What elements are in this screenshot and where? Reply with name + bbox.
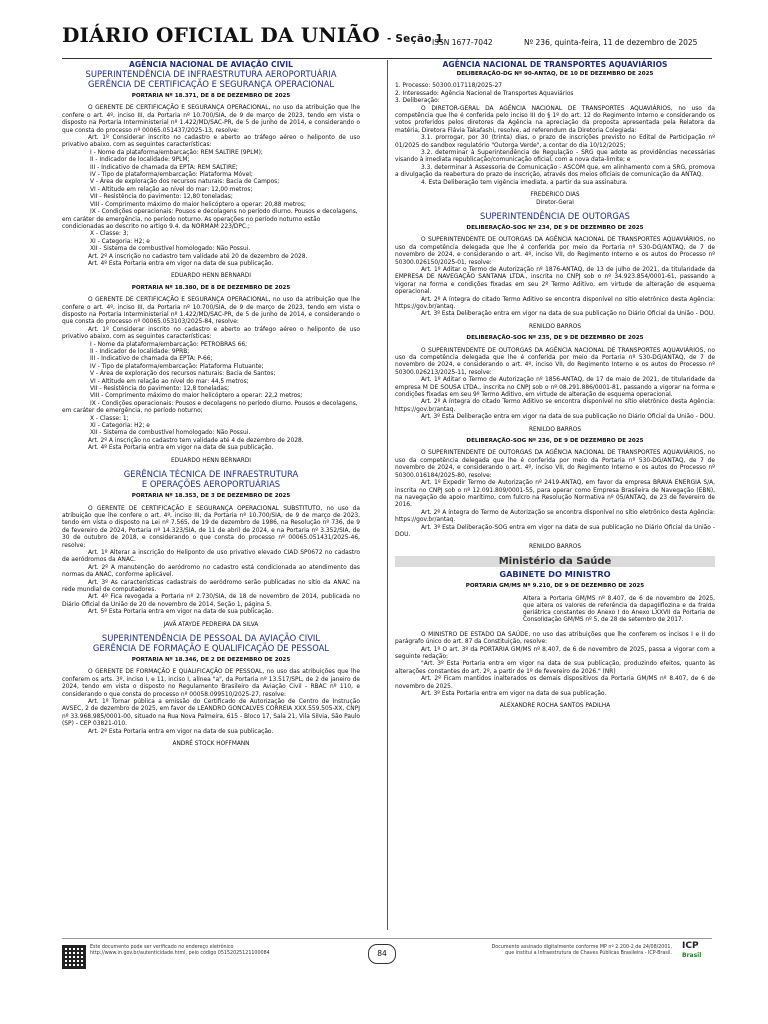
issue-info: Nº 236, quinta-feira, 11 de dezembro de 2025	[524, 38, 698, 47]
act-body	[395, 135, 715, 187]
act-line: Art. 2º Ficam mantidos inalterados os demais dispositivos da Portaria GM/MS nº 8.407, de 6 de novembro de 2025.	[395, 676, 715, 690]
act-line: XI - Categoria: H2; e	[90, 238, 150, 245]
act-line: IX - Condições operacionais: Pousos e decolagens no período diurno. Pousos e decolagens, em caráter de emergência, no período noturno. As operações no período noturno estão condicionadas ao descrito no artigo 9.4. da NORMAM 223/DPC.;	[62, 209, 358, 230]
act-line: Art. 1º Aditar o Termo de Autorização nº 1856-ANTAQ, de 17 de maio de 2021, de titularidade da empresa M DE SOUSA LTDA., inscrita no CNPJ sob o nº 08.291.886/0001-81, passando a vigorar na forma e condições fixadas em seu 9º Termo Aditivo, em virtude de alteração de esquema operacional.	[395, 377, 715, 399]
act-line: VIII - Comprimento máximo do maior helicóptero a operar: 22,2 metros;	[90, 393, 303, 400]
act-title: PORTARIA Nº 18.371, DE 8 DE DEZEMBRO DE 2025	[131, 93, 291, 99]
ministry-banner: Ministério da Saúde	[395, 556, 715, 567]
act-line: IX - Condições operacionais: Pousos e decolagens no período diurno. Pousos e decolagens, em caráter de emergência, no período noturno;	[62, 400, 358, 415]
act-line: Art. 5º Esta Portaria entra em vigor na data de sua publicação.	[88, 609, 274, 616]
act-line: IV - Tipo de plataforma/embarcação: Plataforma Flutuante;	[90, 363, 264, 370]
signature: EDUARDO HENN BERNARDI	[171, 273, 251, 280]
management-title: GERÊNCIA DE CERTIFICAÇÃO E SEGURANÇA OPERACIONAL	[87, 79, 335, 89]
act-preamble: O GERENTE DE FORMAÇÃO E QUALIFICAÇÃO DE PESSOAL, no uso das atribuições que lhe conferem os arts. 3º, inciso I, e 11, inciso I, alínea "a", da Portaria nº 13.517/SPL, de 2 de janeiro de 2024, tendo em vista o disposto no Regulamento Brasileiro da Aviação Civil - RBAC nº 110, e considerando o que consta do processo nº 00058.099510/2025-27, resolve:	[62, 669, 360, 698]
management-title-cont: E OPERAÇÕES AEROPORTUÁRIAS	[141, 479, 281, 490]
act-line: Art. 2º A íntegra do citado Termo Aditivo se encontra disponível no sítio eletrônico desta Agência: https://gov.br/antaq.	[395, 296, 715, 310]
act-line: I - Nome da plataforma/embarcação: REM SALTIRE (9PLM);	[90, 149, 263, 156]
act-line: Art. 2º Esta Portaria entra em vigor na data de sua publicação.	[88, 728, 274, 735]
act-line: Art. 3º Esta Deliberação entra em vigor na data de sua publicação no Diário Oficial da União - DOU.	[421, 311, 715, 318]
act-body	[395, 377, 715, 421]
signature-note	[492, 945, 672, 957]
superintendency-title: SUPERINTENDÊNCIA DE OUTORGAS	[480, 210, 630, 221]
act-line: Art. 1º O art. 3º da PORTARIA GM/MS nº 8.407, de 6 de novembro de 2025, passa a vigorar com a seguinte redação:	[395, 646, 715, 660]
qr-code-icon	[62, 945, 86, 969]
signature-note-line: Documento assinado digitalmente conforme MP nº 2.200-2 de 24/08/2001,	[491, 945, 672, 950]
act-line: I - Nome da plataforma/embarcação: PETROBRAS 66;	[90, 341, 248, 348]
signature-role: Diretor-Geral	[536, 199, 574, 206]
act-body	[62, 699, 360, 736]
act-title: DELIBERAÇÃO-DG Nº 90-ANTAQ, DE 10 DE DEZEMBRO DE 2025	[456, 71, 654, 77]
act-preamble: O SUPERINTENDENTE DE OUTORGAS DA AGÊNCIA NACIONAL DE TRANSPORTES AQUAVIÁRIOS, no uso da competência delegada que lhe é conferida por meio da Portaria nº 530-DG/ANTAQ, de 7 de novembro de 2024, e considerando o art. 4º, inciso VII, do Regimento Interno e os autos do Processo nº 50300.026213/2025-11, resolve:	[395, 347, 715, 376]
act-line: Art. 2º A íntegra do citado Termo Aditivo se encontra disponível no sítio eletrônico desta Agência: https://gov.br/antaq.	[395, 399, 715, 413]
act-line: 4. Esta Deliberação tem vigência imediata, a partir da sua assinatura.	[421, 179, 628, 186]
issn: ISSN 1677-7042	[432, 38, 493, 47]
superintendency-title: SUPERINTENDÊNCIA DE PESSOAL DA AVIAÇÃO CIVIL	[101, 633, 321, 643]
management-title: GERÊNCIA TÉCNICA DE INFRAESTRUTURA	[123, 469, 299, 480]
act-line: XII - Sistema de combustível homologado: Não Possui.	[90, 246, 251, 253]
act-preamble: O SUPERINTENDENTE DE OUTORGAS DA AGÊNCIA NACIONAL DE TRANSPORTES AQUAVIÁRIOS, no uso da competência delegada que lhe é conferida por meio da Portaria nº 530-DG/ANTAQ, de 7 de novembro de 2024, e considerando o art. 4º, inciso VII, do Regimento Interno e os autos do Processo nº 50300.026150/2025-01, resolve:	[395, 237, 715, 266]
journal-title	[62, 23, 443, 47]
right-column	[395, 60, 715, 930]
superintendency-title: SUPERINTENDÊNCIA DE INFRAESTRUTURA AEROPORTUÁRIA	[85, 69, 337, 79]
signature: FREDERICO DIAS	[530, 192, 580, 199]
act-body	[395, 647, 715, 699]
page-header	[62, 23, 712, 59]
act-line: Art. 3º As características cadastrais do aeródromo serão publicadas no sítio da ANAC na rede mundial de computadores.	[62, 579, 360, 593]
icp-brasil-logo	[682, 942, 712, 968]
act-line: "Art. 3º Esta Portaria entra em vigor na data de sua publicação, produzindo efeitos, quanto às alterações constantes do art. 2º, a partir de 1º de fevereiro de 2026." (NR)	[395, 661, 715, 675]
act-line: II - Indicador de localidade: 9PLM;	[90, 157, 190, 164]
process-info	[395, 83, 715, 105]
act-title: PORTARIA Nº 18.346, DE 2 DE DEZEMBRO DE 2025	[131, 657, 291, 663]
act-line: 3. Deliberação:	[395, 98, 440, 105]
section-label: - Seção 1	[387, 33, 443, 45]
act-line: III - Indicativo de chamada da EPTA: REM SALTIRE;	[90, 164, 238, 171]
act-line: Art. 4º Esta Portaria entra em vigor na data de sua publicação.	[88, 260, 274, 267]
act-title: DELIBERAÇÃO-SOG Nº 236, DE 9 DE DEZEMBRO DE 2025	[466, 438, 644, 445]
act-line: III - Indicativo de chamada da EPTA: P-66;	[90, 356, 213, 363]
act-line: 1. Processo: 50300.017118/2025-27	[395, 83, 502, 90]
act-title: DELIBERAÇÃO-SOG Nº 234, DE 9 DE DEZEMBRO DE 2025	[466, 224, 644, 231]
act-line: Art. 2º A inscrição no cadastro tem validade até 4 de dezembro de 2028.	[88, 437, 304, 444]
act-title: PORTARIA GM/MS Nº 9.210, DE 9 DE DEZEMBRO DE 2025	[465, 583, 645, 590]
act-line: Art. 2º A íntegra do Termo de Autorização se encontra disponível no sítio eletrônico desta Agência: https://gov.br/antaq.	[395, 509, 715, 524]
act-line: Art. 1º Considerar inscrito no cadastro e aberto ao tráfego aéreo o heliponto de uso privativo abaixo, com as seguintes características:	[62, 135, 360, 149]
act-body	[62, 135, 360, 268]
act-line: X - Classe: 3;	[90, 231, 129, 238]
act-summary: Altera a Portaria GM/MS nº 8.407, de 6 de novembro de 2025, que altera os valores de referência da dapagliflozina e da fralda geriátrica constantes do Anexo I do Anexo LXXVII da Portaria de Consolidação GM/MS nº 5, de 28 de setembro de 2017.	[523, 595, 715, 624]
page-number: 84	[368, 944, 396, 964]
act-line: VII - Resistência do pavimento: 12,8 toneladas;	[90, 386, 230, 393]
act-line: Art. 4º Fica revogada a Portaria nº 2.730/SIA, de 18 de novembro de 2014, publicada no Diário Oficial da União de 20 de novembro de 2014, Seção 1, página 5.	[62, 594, 360, 608]
act-title: PORTARIA Nº 18.380, DE 8 DE DEZEMBRO DE 2025	[131, 284, 291, 291]
act-preamble: O MINISTRO DE ESTADO DA SAÚDE, no uso das atribuições que lhe conferem os incisos I e II do parágrafo único do art. 87 da Constituição, resolve:	[395, 631, 715, 646]
act-line: XII - Sistema de combustível homologado: Não Possui.	[90, 430, 251, 437]
signature: EDUARDO HENN BERNARDI	[171, 457, 251, 464]
verification-link[interactable]: http://www.in.gov.br/autenticidade.html, pelo código 05152025121100084	[90, 951, 270, 956]
act-title: PORTARIA Nº 18.353, DE 3 DE DEZEMBRO DE 2025	[131, 493, 291, 500]
act-body	[395, 480, 715, 539]
act-line: VI - Altitude em relação ao nível do mar: 12,00 metros;	[90, 186, 253, 193]
act-line: Art. 1º Alterar a inscrição do Heliponto de uso privativo elevado CIAD SP0672 no cadastro de aeródromos da ANAC.	[62, 549, 360, 564]
act-line: 3.3. determinar à Assessoria de Comunicação - ASCOM que, em alinhamento com a SRG, promova a divulgação da reabertura do prazo de inscrição, através dos meios oficiais de comunicação da ANTAQ.	[395, 164, 715, 179]
left-column	[62, 60, 360, 930]
act-line: Art. 1º Aditar o Termo de Autorização nº 1876-ANTAQ, de 13 de julho de 2021, da titularidade da EMPRESA DE NAVEGAÇÃO SANTANA LTDA., inscrita no CNPJ sob o nº 34.923.854/0001-61, passando a vigorar na forma e condições fixadas em seu 2º Termo Aditivo, em virtude de alteração de esquema operacional.	[395, 266, 715, 296]
act-preamble: O DIRETOR-GERAL DA AGÊNCIA NACIONAL DE TRANSPORTES AQUAVIÁRIOS, no uso da competência que lhe é conferida pelo inciso III do § 1º do art. 12 do Regimento Interno e considerando os votos proferidos pelos diretores da Agência na apreciação da proposta apresentada pela Relatora da matéria, Diretora Flávia Takafashi, resolve, ad referendum da Diretoria Colegiada:	[395, 105, 715, 134]
act-line: VIII - Comprimento máximo do maior helicóptero a operar: 20,88 metros;	[90, 201, 306, 208]
signature: JAVÃ ATAYDE PEDREIRA DA SILVA	[163, 621, 259, 628]
act-line: Art. 2º A inscrição no cadastro tem validade até 20 de dezembro de 2028.	[88, 253, 308, 260]
journal-name: DIÁRIO OFICIAL DA UNIÃO	[62, 23, 380, 47]
act-line: 3.1. prorrogar, por 30 (trinta) dias, o prazo de inscrições previsto no Edital de Participação nº 01/2025 do sandbox regulatório "Outorga Verde", a contar do dia 10/12/2025;	[395, 135, 715, 149]
signature: RENILDO BARROS	[528, 323, 582, 330]
act-line: Art. 1º Tornar pública a emissão do Certificado de Autorização de Centro de Instrução AVSEC, 2 de dezembro de 2025, em favor de LEANDRO GONCALVES CORREIA XXX.559.505-XX, CNPJ nº 33.968.985/0001-00, situado na Rua Nova Palmeira, 615 - Bloco 17, Sala 21, Vila Silvia, São Paulo (SP) - CEP 03821-010.	[62, 699, 360, 728]
act-line: Art. 3º Esta Deliberação-SOG entra em vigor na data de sua publicação no Diário Oficial da União - DOU.	[395, 524, 715, 538]
verification-line: Este documento pode ser verificado no endereço eletrônico	[90, 945, 234, 950]
signature-note-line: que institui a Infraestrutura de Chaves Públicas Brasileira - ICP-Brasil.	[505, 951, 672, 956]
agency-title: AGÊNCIA NACIONAL DE TRANSPORTES AQUAVIÁRIOS	[442, 60, 668, 69]
act-line: V - Área de exploração dos recursos naturais: Bacia de Campos;	[90, 179, 280, 186]
act-line: Art. 2º A manutenção do aeródromo no cadastro está condicionada ao atendimento das normas da ANAC, conforme aplicável.	[62, 564, 360, 579]
icp-logo-subtext: Brasil	[682, 952, 702, 959]
column-divider	[387, 60, 388, 930]
signature: RENILDO BARROS	[528, 426, 582, 433]
act-line: Art. 1º Considerar inscrito no cadastro e aberto ao tráfego aéreo o heliponto de uso privativo abaixo, com as seguintes características:	[62, 326, 360, 341]
signature: RENILDO BARROS	[528, 544, 582, 551]
act-line: 3.2. determinar à Superintendência de Regulação - SRG que adote as providências necessárias visando à imediata republicação/comunicação oficial, com a nova data-limite; e	[395, 150, 715, 164]
act-line: Art. 4º Esta Portaria entra em vigor na data de sua publicação.	[88, 445, 274, 452]
act-preamble: O GERENTE DE CERTIFICAÇÃO E SEGURANÇA OPERACIONAL, no uso da atribuição que lhe confere o art. 4º, inciso III, da Portaria nº 10.700/SIA, de 9 de março de 2023, tendo em vista o disposto na Portaria Interministerial nº 1.422/MD/SAC-PR, de 5 de junho de 2014, e considerando o que consta do processo nº 00065.053103/2025-84, resolve:	[62, 297, 360, 326]
management-title: GERÊNCIA DE FORMAÇÃO E QUALIFICAÇÃO DE PESSOAL	[92, 643, 330, 653]
act-body	[62, 550, 360, 617]
signature: ALEXANDRE ROCHA SANTOS PADILHA	[499, 703, 611, 710]
act-line: IV - Tipo de plataforma/embarcação: Plataforma Móvel;	[90, 172, 253, 179]
act-line: 2. Interessado: Agência Nacional de Transportes Aquaviários	[395, 90, 574, 97]
act-line: X - Classe: 1;	[90, 415, 129, 422]
act-line: XI - Categoria: H2; e	[90, 423, 150, 430]
icp-logo-text: ICP	[682, 941, 699, 951]
act-line: VII - Resistência do pavimento: 12,80 toneladas;	[90, 194, 233, 201]
act-preamble: O GERENTE DE CERTIFICAÇÃO E SEGURANÇA OPERACIONAL SUBSTITUTO, no uso da atribuição que lhe confere o art. 4º, inciso III, da Portaria nº 10.700/SIA, de 9 de março de 2023, tendo em vista o disposto na Lei nº 7.565, de 19 de dezembro de 1986, na Resolução nº 736, de 9 de fevereiro de 2024, Portaria nº 14.323/SIA, de 11 de abril de 2024, e na Portaria nº 3.352/SIA, de 30 de outubro de 2018, e considerando o que consta do processo nº 00065.051431/2025-46, resolve:	[62, 505, 360, 549]
act-line: V - Área de exploração dos recursos naturais: Bacia de Santos;	[90, 371, 276, 378]
act-body	[62, 327, 360, 453]
act-preamble: O SUPERINTENDENTE DE OUTORGAS DA AGÊNCIA NACIONAL DE TRANSPORTES AQUAVIÁRIOS, no uso da competência delegada que lhe é conferida por meio da Portaria nº 530-DG/ANTAQ, de 7 de novembro de 2024, e considerando o art. 4º, inciso VII, do Regimento Interno e os autos do Processo nº 50300.016184/2025-80, resolve:	[395, 450, 715, 479]
page-footer	[62, 938, 712, 987]
act-title: DELIBERAÇÃO-SOG Nº 235, DE 9 DE DEZEMBRO DE 2025	[466, 335, 644, 342]
act-line: VI - Altitude em relação ao nível do mar: 44,5 metros;	[90, 378, 249, 385]
act-body	[395, 267, 715, 319]
signature: ANDRÉ STOCK HOFFMANN	[172, 741, 250, 748]
act-line: Art. 1º Expedir Termo de Autorização nº 2419-ANTAQ, em favor da empresa BRAVA ENERGIA S/A, inscrita no CNPJ sob o nº 12.091.809/0001-55, para operar como Empresa Brasileira de Navegação (EBN), na navegação de apoio marítimo, com fulcro na Resolução Normativa nº 05/ANTAQ, de 23 de fevereiro de 2016.	[395, 480, 715, 509]
act-line: II - Indicador de localidade: 9PRB;	[90, 349, 190, 355]
act-preamble: O GERENTE DE CERTIFICAÇÃO E SEGURANÇA OPERACIONAL, no uso da atribuição que lhe confere o art. 4º, inciso III, da Portaria nº 10.700/SIA, de 9 de março de 2023, tendo em vista o disposto na Portaria Interministerial nº 1.422/MD/SAC-PR, de 5 de junho de 2014, e considerando o que consta do processo nº 00065.051437/2025-13, resolve:	[62, 105, 360, 134]
verification-note	[90, 945, 270, 957]
act-line: Art. 3º Esta Portaria entra em vigor na data de sua publicação.	[421, 691, 607, 697]
act-line: Art. 3º Esta Deliberação entra em vigor na data de sua publicação no Diário Oficial da União - DOU.	[421, 414, 715, 421]
office-title: GABINETE DO MINISTRO	[499, 569, 611, 580]
agency-title: AGÊNCIA NACIONAL DE AVIAÇÃO CIVIL	[129, 60, 293, 69]
